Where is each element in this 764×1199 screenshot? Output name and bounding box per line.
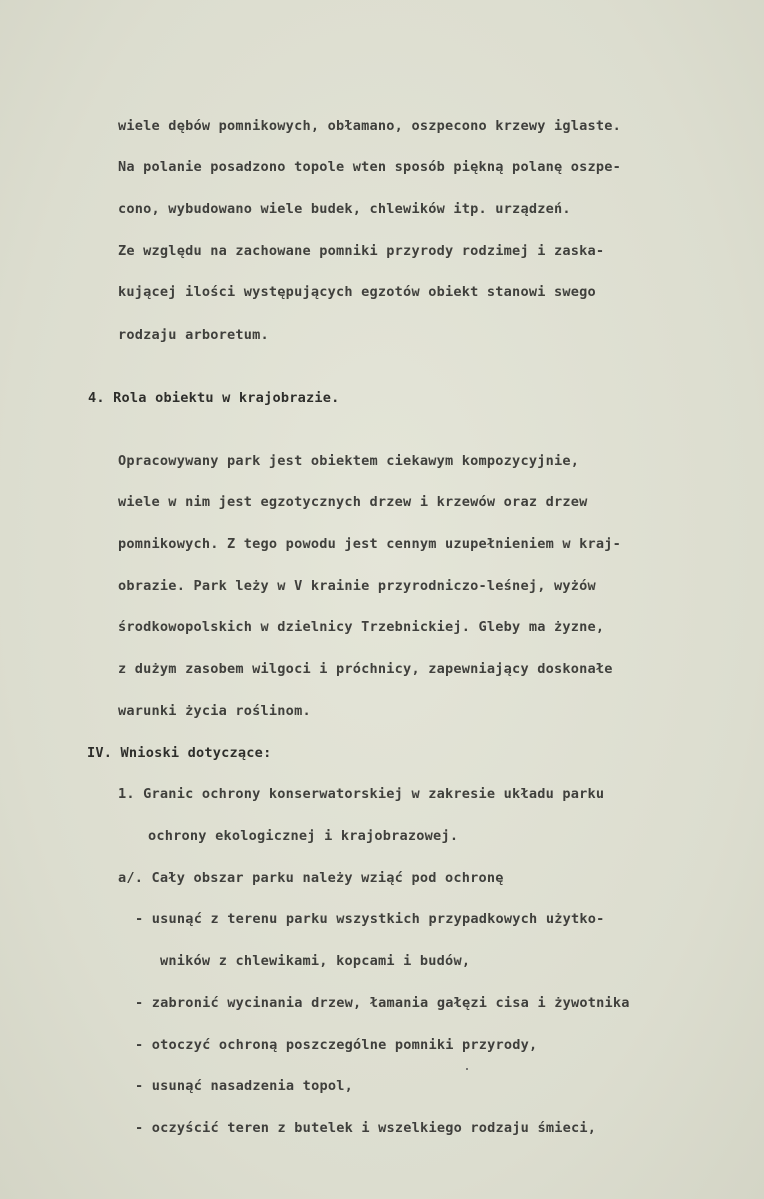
text-line: wników z chlewikami, kopcami i budów, [160, 953, 471, 969]
text-line: Opracowywany park jest obiektem ciekawym kompozycyjnie, [118, 453, 580, 469]
text-line: rodzaju arboretum. [118, 327, 269, 343]
text-line: obrazie. Park leży w V krainie przyrodniczo-leśnej, wyżów [118, 578, 596, 594]
text-line: pomnikowych. Z tego powodu jest cennym uzupełnieniem w kraj- [118, 536, 622, 552]
text-line: Na polanie posadzono topole wten sposób piękną polanę oszpe- [118, 159, 622, 175]
text-line: Ze względu na zachowane pomniki przyrody rodzimej i zaska- [118, 243, 605, 259]
text-line: wiele w nim jest egzotycznych drzew i krzewów oraz drzew [118, 494, 588, 510]
text-line: z dużym zasobem wilgoci i próchnicy, zapewniający doskonałe [118, 661, 613, 677]
text-line: cono, wybudowano wiele budek, chlewików itp. urządzeń. [118, 201, 571, 217]
text-line: wiele dębów pomnikowych, obłamano, oszpecono krzewy iglaste. [118, 118, 622, 134]
section-heading: 4. Rola obiektu w krajobrazie. [88, 390, 340, 406]
text-line: - oczyścić teren z butelek i wszelkiego rodzaju śmieci, [135, 1120, 597, 1136]
text-line: - otoczyć ochroną poszczególne pomniki przyrody, [135, 1037, 538, 1053]
text-line: - zabronić wycinania drzew, łamania gałęzi cisa i żywotnika [135, 995, 630, 1011]
text-line: warunki życia roślinom. [118, 703, 311, 719]
text-line: 1. Granic ochrony konserwatorskiej w zakresie układu parku [118, 786, 605, 802]
paper-speck [466, 1068, 468, 1070]
text-line: - usunąć nasadzenia topol, [135, 1078, 353, 1094]
text-line: kującej ilości występujących egzotów obiekt stanowi swego [118, 284, 596, 300]
text-line: a/. Cały obszar parku należy wziąć pod ochronę [118, 870, 504, 886]
text-line: - usunąć z terenu parku wszystkich przypadkowych użytko- [135, 911, 605, 927]
text-line: ochrony ekologicznej i krajobrazowej. [148, 828, 459, 844]
section-heading: IV. Wnioski dotyczące: [87, 745, 272, 761]
text-line: środkowopolskich w dzielnicy Trzebnickiej. Gleby ma żyzne, [118, 619, 605, 635]
